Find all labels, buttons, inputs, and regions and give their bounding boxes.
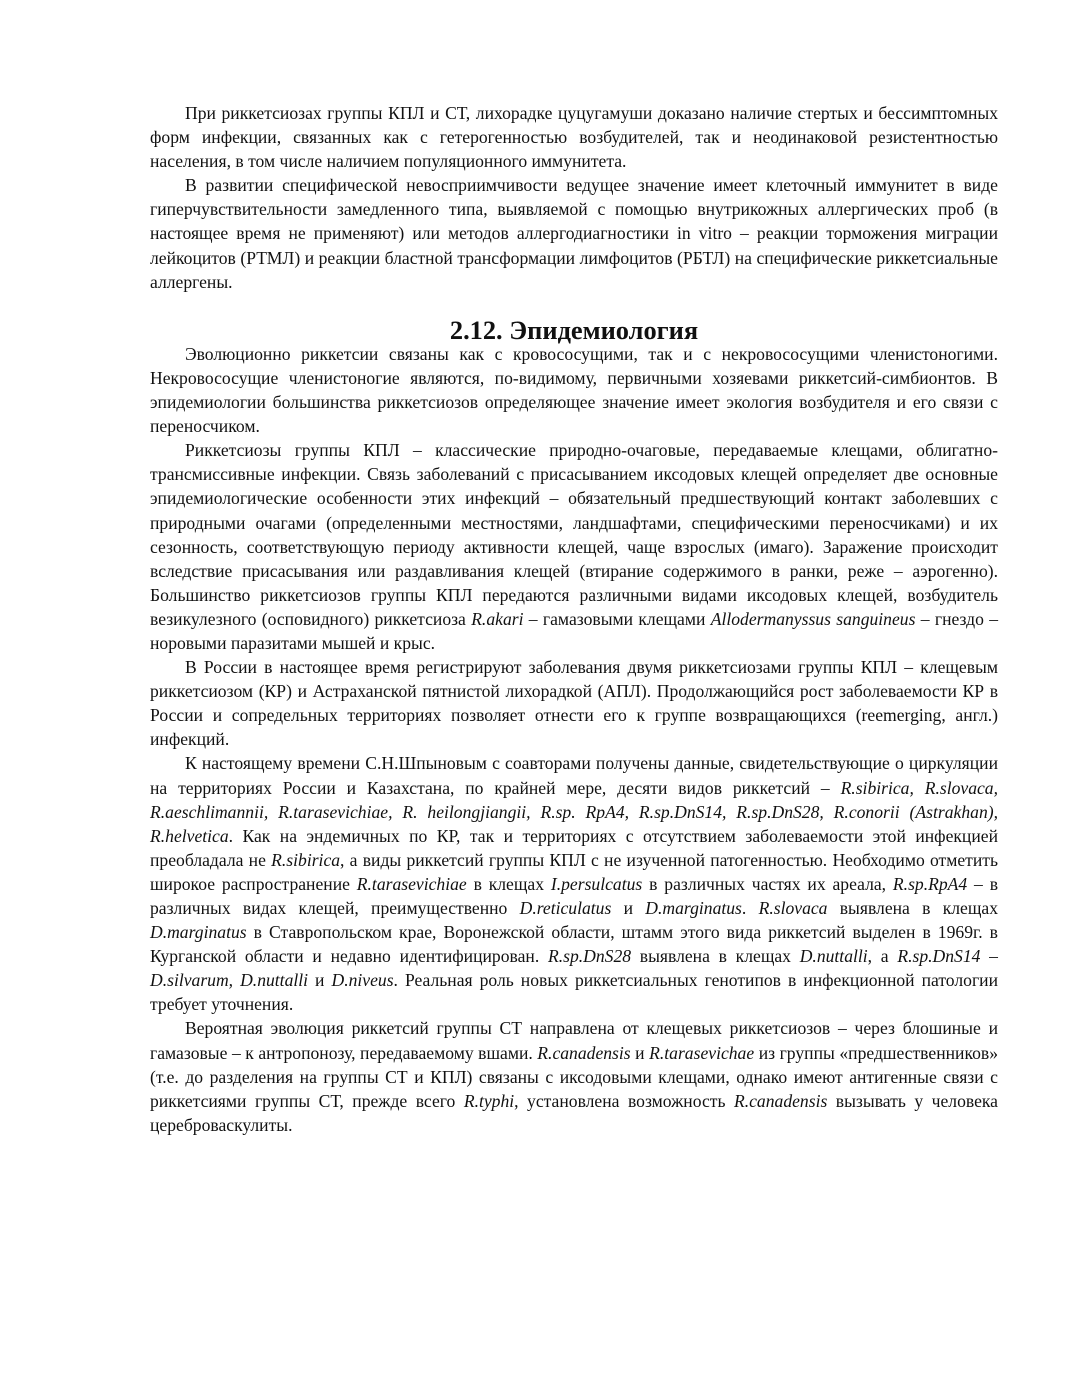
species-name: R.akari (471, 608, 524, 629)
text-span: – гамазовыми клещами (523, 608, 711, 629)
text-span: , а виды риккетсий группы КПЛ с не изученной патогенностью. Необходимо отметить широкое распространение (150, 849, 999, 894)
paragraph-st-evolution (150, 1016, 998, 1136)
text-span: выявлена в клещах (631, 946, 800, 967)
species-name: R.sibirica (271, 849, 341, 870)
species-name: R.typhi (463, 1090, 515, 1111)
text-span: и (308, 970, 332, 991)
species-name: R.sibirica, R.slovaca, R.aeschlimannii, R.tarasevichiae, R. heilongjiangii, R.sp. RpA4, R.sp.DnS14, R.sp.DnS28, R.conorii (Astrakhan), R.helvetica (150, 777, 998, 846)
text-span: Вероятная эволюция риккетсий группы СТ направлена от клещевых риккетсиозов – через блошиные и гамазовые – к антропонозу, передаваемому вшами. (150, 1018, 998, 1063)
species-name: D.marginatus (645, 898, 742, 918)
text-span: Риккетсиозы группы КПЛ – классические природно-очаговые, передаваемые клещами, облигатно-трансмиссивные инфекции. Связь заболеваний с присасыванием иксодовых клещей определяет две основные эпидемиологические особенности этих инфекций – обязательный предшествующий контакт заболевших с природными очагами (определенными местностями, ландшафтами, специфическими переносчиками) и их сезонность, соответствующую периоду активности клещей, чаще взрослых (имаго). Заражение происходит вследствие присасывания или раздавливания клещей (втирание содержимого в ранки, реже – аэрогенно). Большинство риккетсиозов группы КПЛ передаются различными видами иксодовых клещей, возбудитель везикулезного (осповидного) риккетсиоза (150, 440, 998, 629)
section-heading: 2.12. Эпидемиология (449, 314, 699, 345)
text-span: в различных частях их ареала, (642, 873, 893, 894)
text-span: и (630, 1042, 650, 1063)
species-name: R.slovaca (758, 898, 828, 918)
species-name: I.persulcatus (550, 873, 643, 894)
text-span: . Как на эндемичных по КР, так и территориях с отсутствием заболеваемости этой инфекцией преобладала не (150, 825, 998, 870)
species-name: D.marginatus (150, 922, 247, 943)
species-name: D.nuttalli (799, 946, 868, 967)
text-span: , установлена возможность (514, 1090, 734, 1111)
species-name: D.silvarum, D.nuttalli (150, 970, 309, 991)
text-span: , а (867, 946, 898, 967)
text-span: . (741, 898, 759, 918)
text-span: – в различных видах клещей, преимущественно (150, 873, 999, 918)
paragraph-evolution: Эволюционно риккетсии связаны как с кровососущими, так и с некровососущими членистоногими. Некровососущие членистоногие являются, по-видимому, первичными хозяевами риккетсий-симбионтов. В эпидемиологии большинства риккетсиозов определяющее значение имеет экология возбудителя и его связи с переносчиком. (150, 343, 998, 437)
text-span: из группы «предшественников» (т.е. до разделения на группы СТ и КПЛ) связаны с иксодовыми клещами, однако имеют антигенные связи с риккетсиями группы СТ, прежде всего (150, 1042, 998, 1111)
paragraph-cellular-immunity: В развитии специфической невосприимчивости ведущее значение имеет клеточный иммунитет в виде гиперчувствительности замедленного типа, выявляемой с помощью внутрикожных аллергических проб (в настоящее время не применяют) или методов аллергодиагностики in vitro – реакции торможения миграции лейкоцитов (РТМЛ) и реакции бластной трансформации лимфоцитов (РБТЛ) на специфические риккетсиальные аллергены. (150, 175, 998, 292)
species-name: D.niveus (331, 970, 394, 991)
text-span: К настоящему времени С.Н.Шпыновым с соавторами получены данные, свидетельствующие о циркуляции на территориях России и Казахстана, по крайней мере, десяти видов риккетсий – (150, 753, 998, 798)
paragraph-erased-forms: При риккетсиозах группы КПЛ и СТ, лихорадке цуцугамуши доказано наличие стертых и бессимптомных форм инфекции, связанных как с гетерогенностью возбудителей, так и неодинаковой резистентностью населения, в том числе наличием популяционного иммунитета. (150, 103, 998, 172)
species-name: R.sp.DnS28 (547, 946, 632, 967)
paragraph-russia: В России в настоящее время регистрируют заболевания двумя риккетсиозами группы КПЛ – клещевым риккетсиозом (КР) и Астраханской пятнистой лихорадкой (АПЛ). Продолжающийся рост заболеваемости КР в России и сопредельных территориях позволяет отнести его к группе возвращающихся (reemerging, англ.) инфекций. (150, 657, 998, 750)
species-name: R.sp.DnS14 (897, 946, 981, 967)
text-span: и (611, 898, 646, 918)
text-span: . Реальная роль новых риккетсиальных генотипов в инфекционной патологии требует уточнения. (150, 970, 998, 1015)
paragraph-kpl-group (150, 438, 998, 655)
text-span: – (980, 946, 998, 967)
text-span: в Ставропольском крае, Воронежской области, штамм этого вида риккетсий выделен в 1969г. в Курганской области и недавно идентифицирован. (150, 922, 998, 967)
species-name: R.canadensis (537, 1042, 631, 1063)
text-span: в клещах (466, 873, 551, 894)
text-span: вызывать у человека цереброваскулиты. (150, 1090, 998, 1135)
document-page (150, 101, 998, 1137)
text-span: – гнездо – норовыми паразитами мышей и крыс. (150, 608, 998, 653)
species-name: R.tarasevichiae (356, 873, 467, 894)
species-name: Allodermanyssus sanguineus (710, 608, 916, 629)
species-name: R.canadensis (733, 1090, 828, 1111)
text-span: выявлена в клещах (827, 898, 999, 918)
species-name: D.reticulatus (519, 898, 612, 918)
species-name: R.tarasevichae (649, 1042, 755, 1063)
paragraph-shpynov (150, 751, 998, 1016)
species-name: R.sp.RpA4 (892, 873, 968, 894)
